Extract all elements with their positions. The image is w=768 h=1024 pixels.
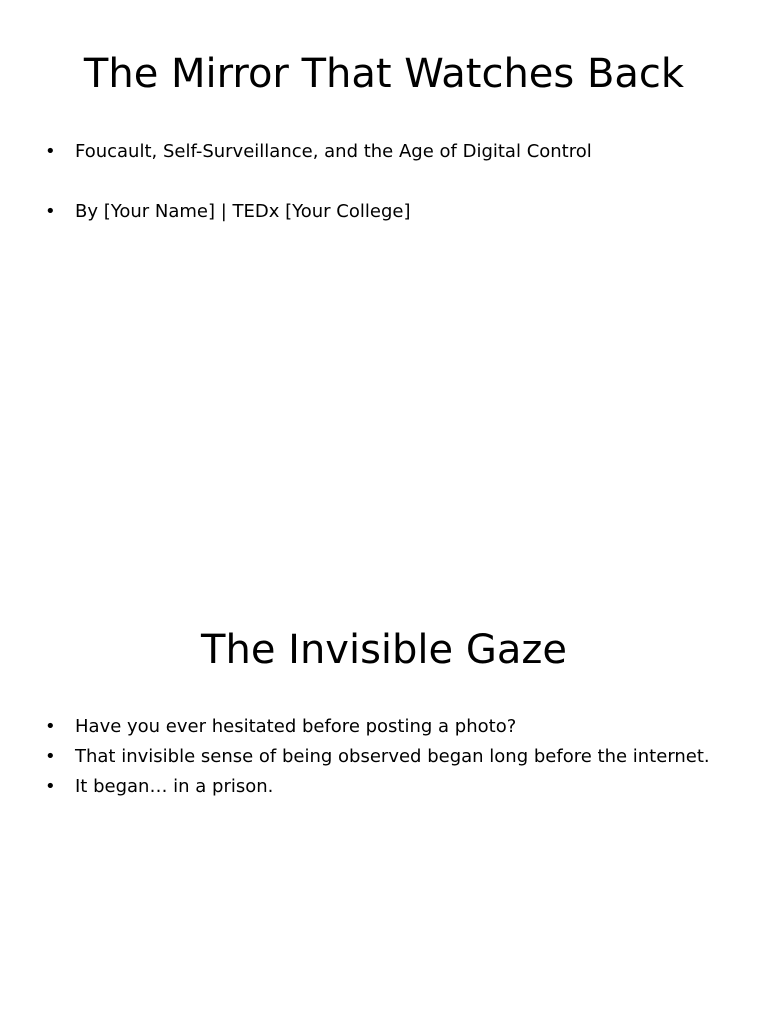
bullet-item (44, 772, 728, 802)
bullet-item (44, 197, 728, 227)
bullet-text: It began… in a prison. (75, 776, 274, 797)
bullet-icon: • (45, 201, 56, 222)
bullet-text: Have you ever hesitated before posting a photo? (75, 716, 517, 737)
bullet-item (44, 137, 728, 167)
bullet-icon: • (45, 746, 56, 767)
bullet-item (44, 712, 728, 742)
bullet-icon: • (45, 716, 56, 737)
bullet-icon: • (45, 141, 56, 162)
bullet-text: That invisible sense of being observed began long before the internet. (75, 746, 710, 767)
slide-1-bullet-list (44, 137, 728, 227)
slide-2 (0, 576, 768, 1024)
slide-1-title: The Mirror That Watches Back (83, 51, 685, 97)
bullet-text: By [Your Name] | TEDx [Your College] (75, 201, 411, 222)
bullet-item (44, 742, 728, 772)
slide-2-bullet-list (44, 712, 728, 802)
slide-2-title: The Invisible Gaze (201, 627, 567, 673)
bullet-icon: • (45, 776, 56, 797)
bullet-text: Foucault, Self-Surveillance, and the Age of Digital Control (75, 141, 592, 162)
